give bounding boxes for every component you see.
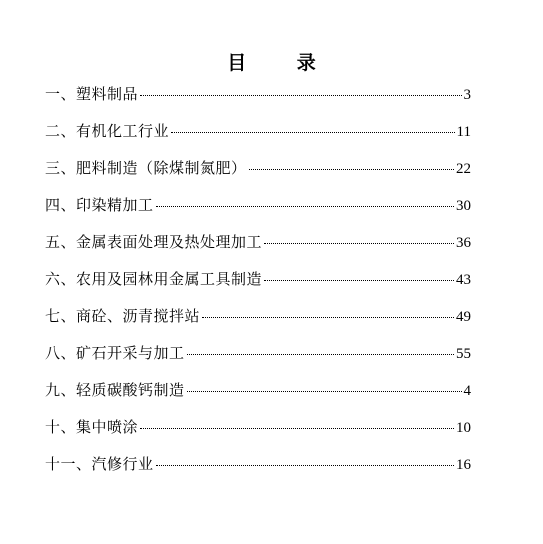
dot-leader: [187, 354, 454, 355]
table-of-contents: [45, 83, 471, 490]
toc-entry-page-number: 22: [456, 161, 471, 177]
toc-entry-auto-repair[interactable]: [45, 453, 471, 490]
toc-entry-page-number: 43: [456, 272, 471, 288]
toc-entry-spray-coating[interactable]: [45, 416, 471, 453]
toc-entry-label: 七、商砼、沥青搅拌站: [45, 307, 201, 325]
dot-leader: [171, 132, 455, 133]
toc-entry-label: 五、金属表面处理及热处理加工: [45, 233, 263, 251]
toc-entry-label: 四、印染精加工: [45, 196, 154, 214]
toc-entry-label: 一、塑料制品: [45, 85, 139, 103]
dot-leader: [249, 169, 454, 170]
toc-entry-label: 十一、汽修行业: [45, 455, 154, 473]
dot-leader: [156, 206, 454, 207]
toc-entry-page-number: 11: [456, 124, 471, 140]
page-title: 目 录: [227, 52, 338, 74]
toc-entry-page-number: 49: [456, 309, 471, 325]
toc-entry-dyeing[interactable]: [45, 194, 471, 231]
toc-entry-label: 二、有机化工行业: [45, 122, 170, 140]
toc-entry-page-number: 55: [456, 346, 471, 362]
toc-entry-label: 八、矿石开采与加工: [45, 344, 185, 362]
toc-entry-metal-surface[interactable]: [45, 231, 471, 268]
toc-entry-page-number: 36: [456, 235, 471, 251]
toc-entry-page-number: 4: [463, 383, 471, 399]
dot-leader: [264, 243, 454, 244]
toc-entry-fertilizer[interactable]: [45, 157, 471, 194]
toc-entry-label: 十、集中喷涂: [45, 418, 139, 436]
dot-leader: [202, 317, 454, 318]
dot-leader: [156, 465, 454, 466]
dot-leader: [264, 280, 454, 281]
toc-entry-page-number: 3: [463, 87, 471, 103]
toc-entry-plastics[interactable]: [45, 83, 471, 120]
toc-entry-mining[interactable]: [45, 342, 471, 379]
toc-entry-label: 三、肥料制造（除煤制氮肥）: [45, 159, 247, 177]
toc-entry-concrete-asphalt[interactable]: [45, 305, 471, 342]
toc-entry-page-number: 16: [456, 457, 471, 473]
toc-entry-label: 九、轻质碳酸钙制造: [45, 381, 185, 399]
dot-leader: [140, 95, 461, 96]
toc-entry-metal-tools[interactable]: [45, 268, 471, 305]
toc-entry-calcium-carbonate[interactable]: [45, 379, 471, 416]
toc-entry-label: 六、农用及园林用金属工具制造: [45, 270, 263, 288]
dot-leader: [140, 428, 454, 429]
dot-leader: [187, 391, 462, 392]
toc-entry-page-number: 30: [456, 198, 471, 214]
toc-entry-page-number: 10: [456, 420, 471, 436]
toc-entry-organic-chemical[interactable]: [45, 120, 471, 157]
